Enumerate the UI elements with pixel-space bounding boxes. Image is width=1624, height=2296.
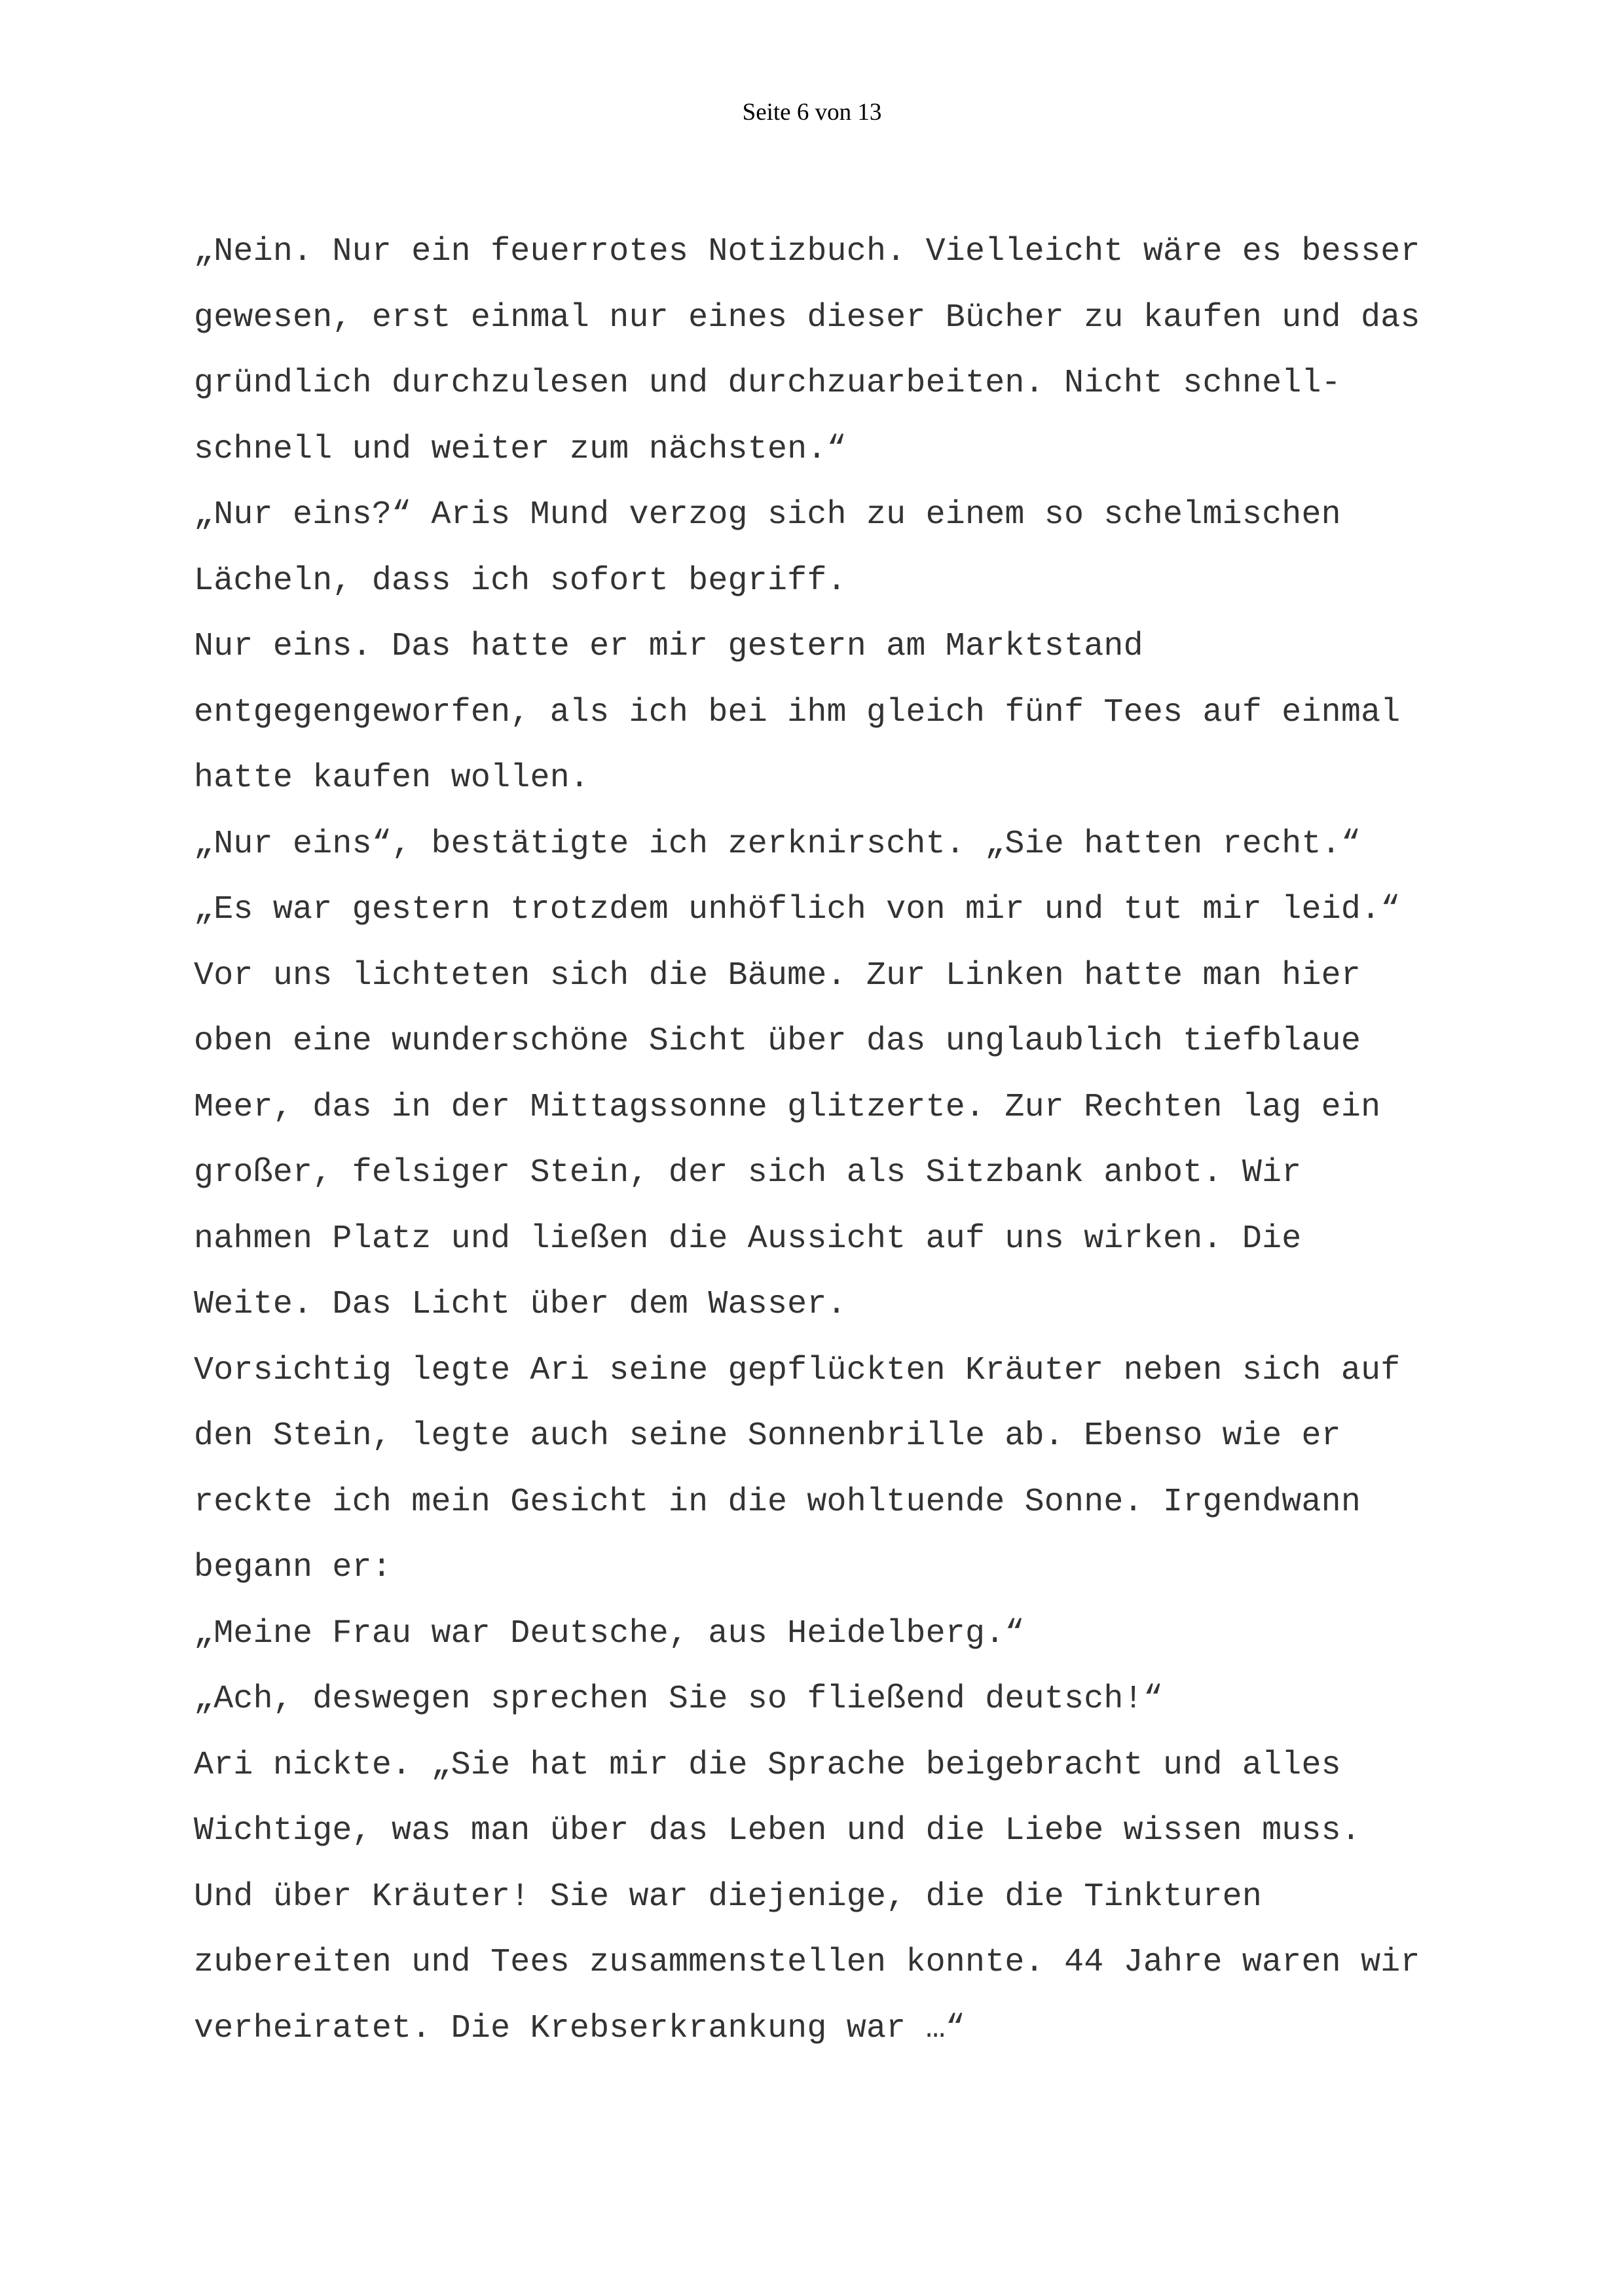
text-line: Vor uns lichteten sich die Bäume. Zur Linken hatte man hier (194, 957, 1361, 994)
text-line: den Stein, legte auch seine Sonnenbrille ab. Ebenso wie er (194, 1417, 1341, 1455)
text-line: Lächeln, dass ich sofort begriff. (194, 562, 847, 600)
text-line: „Nein. Nur ein feuerrotes Notizbuch. Vielleicht wäre es besser (194, 233, 1420, 270)
text-line: „Nur eins?“ Aris Mund verzog sich zu einem so schelmischen (194, 496, 1341, 534)
text-line: begann er: (194, 1549, 392, 1586)
text-line: oben eine wunderschöne Sicht über das unglaublich tiefblaue (194, 1023, 1361, 1060)
text-line: Ari nickte. „Sie hat mir die Sprache beigebracht und alles (194, 1746, 1341, 1784)
text-line: schnell und weiter zum nächsten.“ (194, 430, 847, 468)
text-line: gewesen, erst einmal nur eines dieser Bücher zu kaufen und das (194, 299, 1420, 337)
text-line: hatte kaufen wollen. (194, 759, 590, 797)
text-line: reckte ich mein Gesicht in die wohltuende Sonne. Irgendwann (194, 1483, 1361, 1521)
text-line: entgegengeworfen, als ich bei ihm gleich fünf Tees auf einmal (194, 693, 1401, 731)
text-line: „Es war gestern trotzdem unhöflich von mir und tut mir leid.“ (194, 891, 1401, 928)
text-line: „Ach, deswegen sprechen Sie so fließend deutsch!“ (194, 1681, 1164, 1718)
text-line: nahmen Platz und ließen die Aussicht auf uns wirken. Die (194, 1220, 1302, 1258)
text-line: zubereiten und Tees zusammenstellen konnte. 44 Jahre waren wir (194, 1944, 1420, 1981)
text-line: Meer, das in der Mittagssonne glitzerte. Zur Rechten lag ein (194, 1088, 1381, 1126)
text-line: Nur eins. Das hatte er mir gestern am Marktstand (194, 628, 1143, 665)
text-line: gründlich durchzulesen und durchzuarbeiten. Nicht schnell- (194, 365, 1341, 402)
text-line: großer, felsiger Stein, der sich als Sitzbank anbot. Wir (194, 1154, 1302, 1192)
text-line: „Nur eins“, bestätigte ich zerknirscht. „Sie hatten recht.“ (194, 825, 1361, 863)
text-line: Vorsichtig legte Ari seine gepflückten Kräuter neben sich auf (194, 1351, 1401, 1389)
text-line: Weite. Das Licht über dem Wasser. (194, 1286, 847, 1323)
page-number-header: Seite 6 von 13 (742, 99, 882, 126)
text-line: „Meine Frau war Deutsche, aus Heidelberg.“ (194, 1614, 1025, 1652)
text-line: Wichtige, was man über das Leben und die Liebe wissen muss. (194, 1812, 1361, 1850)
text-line: Und über Kräuter! Sie war diejenige, die die Tinkturen (194, 1878, 1263, 1916)
body-text (194, 219, 1504, 2062)
text-line: verheiratet. Die Krebserkrankung war …“ (194, 2009, 965, 2047)
